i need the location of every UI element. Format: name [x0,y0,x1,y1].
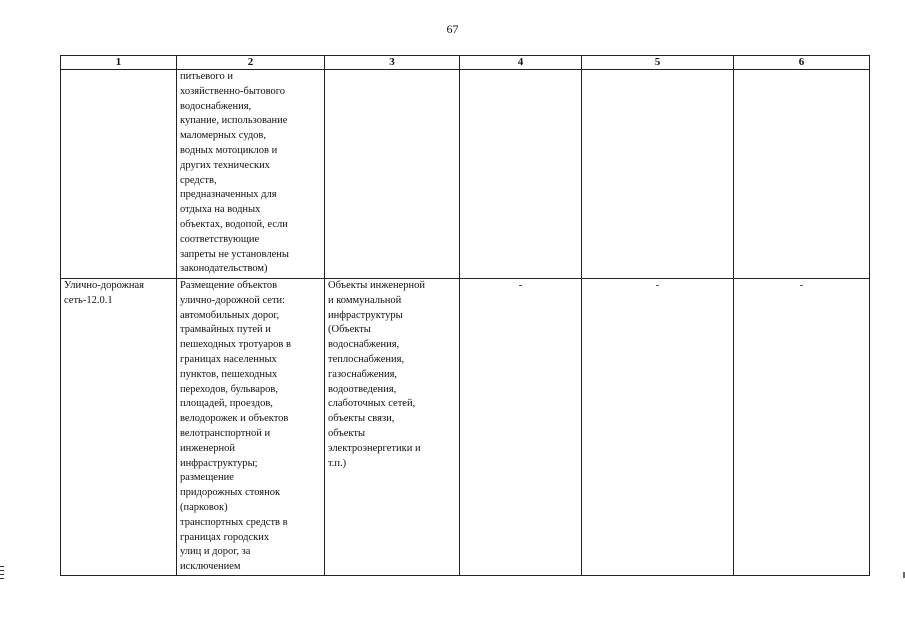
header-col-1: 1 [61,56,177,70]
use-type-text: Улично-дорожная сеть-12.0.1 [64,280,144,306]
use-description-text: Размещение объектов улично-дорожной сети: автомобильных дорог, трамвайных путей и пешеходных тротуаров в границах населенных пунктов, пешеходных переходов, бульваров, площадей, проездов, велодорожек и объектов велотранспортной и инженерной инфраструктуры; размещение придорожных стоянок (парковок) транспортных средств в границах городских улиц и дорог, за исключением [180,280,291,573]
continuation-description-text: питьевого и хозяйственно-бытового водоснабжения, купание, использование маломерных судов, водных мотоциклов и других технических средств, предназначенных для отдыха на водных объектах, водопой, если соответствующие запреты не установлены законодательством) [180,71,289,275]
cell-continuation-col5 [582,70,734,279]
regulations-table [60,55,870,576]
cell-continuation-col6 [734,70,870,279]
cell-col5-value: - [582,279,734,576]
cell-objects [325,279,460,576]
scan-margin-mark [0,566,4,584]
header-col-2: 2 [177,56,325,70]
cell-continuation-col2 [177,70,325,279]
table-row-continuation [61,70,870,279]
header-col-5: 5 [582,56,734,70]
header-col-6: 6 [734,56,870,70]
cell-continuation-col1 [61,70,177,279]
cell-col6-value: - [734,279,870,576]
table-row-street-network [61,279,870,576]
header-col-3: 3 [325,56,460,70]
cell-continuation-col3 [325,70,460,279]
objects-text: Объекты инженерной и коммунальной инфраструктуры (Объекты водоснабжения, теплоснабжения, газоснабжения, водоотведения, слаботочных сетей, объекты связи, объекты электроэнергетики и т.п.) [328,280,426,469]
header-col-4: 4 [460,56,582,70]
cell-col4-value: - [460,279,582,576]
cell-use-description [177,279,325,576]
cell-use-type [61,279,177,576]
header-row [61,56,870,70]
page-number: 67 [446,22,459,36]
cell-continuation-col4 [460,70,582,279]
